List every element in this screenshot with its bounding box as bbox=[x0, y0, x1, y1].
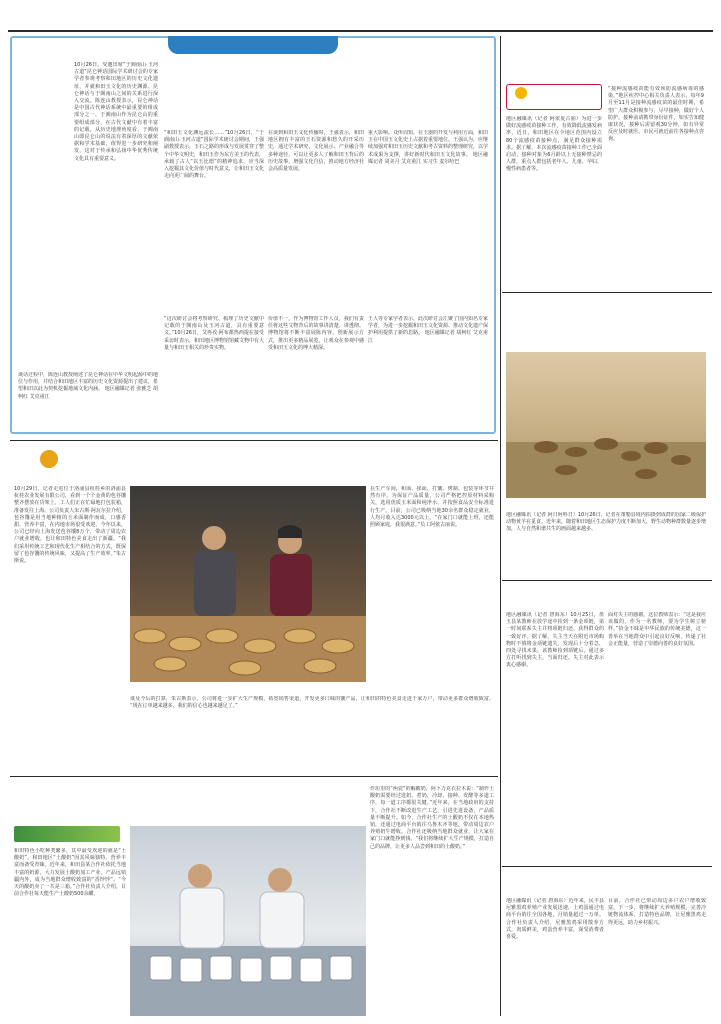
right-top-body-1: 地区融媒讯（记者 阿依夏古丽）为进一步做好流感疫苗接种工作，有效降低流感发病率，近日，和田地区在全地区范围内设立80个流感疫苗接种点，满足群众接种需求。据了解，本次流感疫苗接种工作已全面启动，接种对象为6月龄以上无接种禁忌的人群，重点人群包括老年人、儿童、孕妇、慢性病患者等。 bbox=[506, 116, 602, 173]
interview-body-2c: 王人等专家学者表示，此次研讨会汇聚了国内知名专家学者，为进一步挖掘和田玉文化资源、推动文化遗产保护利用提供了新的思路。 地区融媒记者 胡柯红 艾克甫江 bbox=[368, 316, 488, 344]
yogurt-body-2: 作坊里的“两瓷”的解酸奶，阿卜力克衣拉木说：“制作土酸奶需要经过选奶、煮奶、冷却、接种、发酵等多道工序，每一道工序都很关键。”近年来，在当地政府的支持下，合作社不断改进生产工艺，引进先进设备，产品质量不断提升。如今，合作社生产的土酸奶不仅在本地热销，还通过电商平台销往乌鲁木齐等地，带动周边农户养殖奶牛增收。合作社还吸纳当地群众就业，让大家在家门口就能挣到钱。“我们将继续扩大生产规模，打造自己的品牌，让更多人品尝到和田的土酸奶。” bbox=[370, 786, 494, 850]
yogurt-illustration bbox=[130, 826, 366, 1016]
nang-body-3: 谈及今后的打算，朱古斯表示，公司将进一步扩大生产规模，拓宽销售渠道，开发更多口味的馕产品，让和田的特色美食走进千家万户，带动更多群众增收致富。 “现在订单越来越多，我们的信心也越来越足了。” bbox=[130, 696, 494, 710]
expert-interview-banner bbox=[168, 36, 338, 54]
rule-right-1 bbox=[502, 292, 712, 293]
yogurt-photo bbox=[130, 826, 366, 1016]
left-body-2: 谈话过程中，陈连山教授阐述了昆仑神话在中华文明起源中的地位与作用，并结合和田地区丰富的历史文化资源提出了建议，希望和田以此为契机挖掘地域文化内涵。 地区融媒记者 张雅芝 胡柯红 艾克甫江 bbox=[18, 372, 158, 400]
interview-body-1b: 在谈到和田玉文化传播时，王强表示，和田地区拥有丰富的玉石资源和悠久的开采历史，通过学术研究、文化展示、产业融合等多种途径，可以让更多人了解和田玉背后的历史故事，增强文化自信，推动地方经济社会高质量发展。 bbox=[268, 130, 364, 173]
right-low-body-2: 面对失主的感谢，这位教师表示：“这是我应该做的，作为一名教师，要为学生树立榜样。”拾金不昧是中华民族的传统美德，这一善举在当地群众中引起良好反响，传递了社会正能量，营造了崇德向善的良好氛围。 bbox=[608, 612, 706, 647]
interview-body-2b: 价值不一，作为博物馆工作人员，我们有责任将这些文物背后的故事讲清楚、讲透彻。博物馆将不断丰富展陈内容，创新展示方式，推出更多精品展览，让观众在参观中感受和田玉文化的博大精深。 bbox=[268, 316, 364, 351]
talent-badge-circle bbox=[40, 450, 58, 468]
antelope-illustration bbox=[506, 352, 706, 498]
interview-body-2a: “这次研讨会将考察研究、梳理了历史文献中记载的于阗南山及玉河古道，具有重要意义。”10月26日，艾再孜·阿布都热西提在接受采访时表示，和田地区博物馆馆藏文物中有大量与和田玉相关的珍贵实物。 bbox=[164, 316, 264, 351]
rule-right-2 bbox=[502, 580, 712, 581]
rule-mid-2 bbox=[10, 776, 498, 777]
left-headline bbox=[38, 58, 68, 370]
right-bottom-body-1: 地区融媒讯（记者 唐海东）近年来，民丰县尼雅黑鸡养殖产业发展迅速，土鸡蛋通过电商平台销往全国各地，月销量超过一万单。合作社负责人介绍，尼雅黑鸡采用散养方式，肉质鲜美，鸡蛋营养丰富，深受消费者喜爱。 bbox=[506, 898, 604, 941]
nang-photo bbox=[130, 486, 366, 682]
right-top-body-2: “接种流感疫苗能有效预防流感病毒的感染。”地区疾控中心相关负责人表示，每年9月至11月是接种流感疫苗的最佳时期，希望广大群众积极参与，尽早接种，做好个人防护。接种前请携带身份证件，如实告知健康状况，接种后需留观30分钟，如有异常反应及时就医。市民可就近前往各接种点咨询。 bbox=[608, 86, 704, 143]
column-badge bbox=[506, 84, 602, 110]
right-column-divider bbox=[500, 36, 501, 1016]
rule-mid-1 bbox=[10, 440, 498, 441]
rule-right-3 bbox=[502, 866, 712, 867]
talent-column-badge bbox=[40, 444, 100, 484]
masthead-rule bbox=[8, 30, 713, 32]
rural-revitalization-badge bbox=[14, 826, 120, 842]
antelope-photo bbox=[506, 352, 706, 498]
nang-body-1: 10月29日，记者走进位于洛浦县杭桂乡的洛浦县杭桂农业发展有限公司，看到一个个金黄的苞谷馕整齐摆放在货架上，工人们正在忙碌地打包装箱，准备发往上海。公司负责人朱古斯·阿瓦尔拉介绍，苞谷馕是用当地种植的玉米面制作而成，口感香甜，营养丰富，在内地市场很受欢迎。今年以来，公司已经向上海发送苞谷馕8万个，带动了周边农户就业增收，也让和田特色美食走出了新疆。“我们采用传统工艺和现代化生产相结合的方式，既保留了苞谷馕的传统风味，又提高了生产效率。”朱古斯说。 bbox=[14, 486, 126, 565]
right-bottom-body-2: 目前，合作社已带动周边多户农户增收致富。下一步，将继续扩大养殖规模，完善冷链物流体系，打造特色品牌，让尼雅黑鸡走得更远，助力乡村振兴。 bbox=[608, 898, 706, 926]
masthead bbox=[16, 6, 706, 28]
interview-body-1c: 重大影响。众所周知，在玉器的开发与利用方面，和田玉在中国玉文化史上占据着重要地位。王强认为，应继续加强对和田玉历史文献和考古资料的整理研究，以学术成果为支撑，讲好新时代和田玉文化故事。 地区融媒记者 周美月 艾克甫江 实习生 麦尔哈巴 bbox=[368, 130, 488, 165]
nang-body-2: 在生产车间，和面、揉面、打馕、烤制、包装等环节井然有序。为保证产品质量，公司严格把控原材料采购关，选用优质玉米面和纯净水，并按照食品安全标准进行生产。目前，公司已吸纳当地30余名群众稳定就业，人均月收入达3000元以上。“在家门口就能上班，还能照顾家庭，我很满意。”员工阿依古丽说。 bbox=[370, 486, 494, 529]
interview-body-1a: “和田玉文化渊远流长……”10月26日，“于阗南山·玉河古道”国际学术研讨会期间，王强副教授表示，玉石之路的形成与发展贯穿了整个中华文明史，和田玉作为东方美玉的代表，承载了古人“以玉比德”的精神追求，应当深入挖掘其文化价值与时代意义，让和田玉文化走向更广阔的舞台。 bbox=[164, 130, 264, 180]
left-body-1: 10月26日，受邀出席“于阗南山·玉河古道”昆仑神话国际学术研讨会的专家学者参观考察和田地区的历史文化遗址，并就和田玉文化的历史渊源、昆仑神话与于阗南山之间的关系进行深入交流。陈连山教授表示，昆仑神话是中国古代神话系统中最重要的组成部分之一，于阗南山作为昆仑山的重要组成部分，在古代文献中有着丰富的记载。从历史地理角度看，于阗南山即昆仑山的说法有着深厚的文献依据和学术基础，值得进一步研究和阐发，这对于传承和弘扬中华优秀传统文化具有重要意义。 bbox=[74, 62, 158, 162]
nang-illustration bbox=[130, 486, 366, 682]
right-mid-body: 地区融媒讯（记者 阿日阿科日）10月26日，记者在策勒县境内拍摄到成群的国家二级保护动物黄羊在觅食。近年来，随着和田地区生态保护力度不断加大，野生动物种群数量逐步增加，人与自然和谐共生的画面越来越多。 bbox=[506, 512, 706, 533]
left-author bbox=[20, 60, 34, 208]
smile-icon bbox=[515, 87, 527, 99]
right-low-body-1: 地区融媒讯（记者 唐海东）10月25日，墨玉县某教师在放学途中捡到一条金项链，第一时间联系失主并将项链归还，获得群众的一致好评。据了解，失主当天在附近市场购物时不慎将金项链遗失，发现后十分着急，四处寻找未果。该教师捡到项链后，通过多方打听找到失主，当面归还。失主对此表示衷心感谢。 bbox=[506, 612, 604, 669]
yogurt-body-1: 和田特色小吃种类繁多，其中最受欢迎的就是“土酸奶”。和田地区“土酸奶”因其风味独特、营养丰富而备受青睐。近年来，和田县某合作社依托当地丰富的奶源，大力发展土酸奶加工产业，产品远销疆内外，成为当地群众增收致富的“香饽饽”。“今天的酸奶卖了一共是三箱。”合作社负责人介绍，目前合作社每天能生产土酸奶500余罐。 bbox=[14, 848, 126, 898]
